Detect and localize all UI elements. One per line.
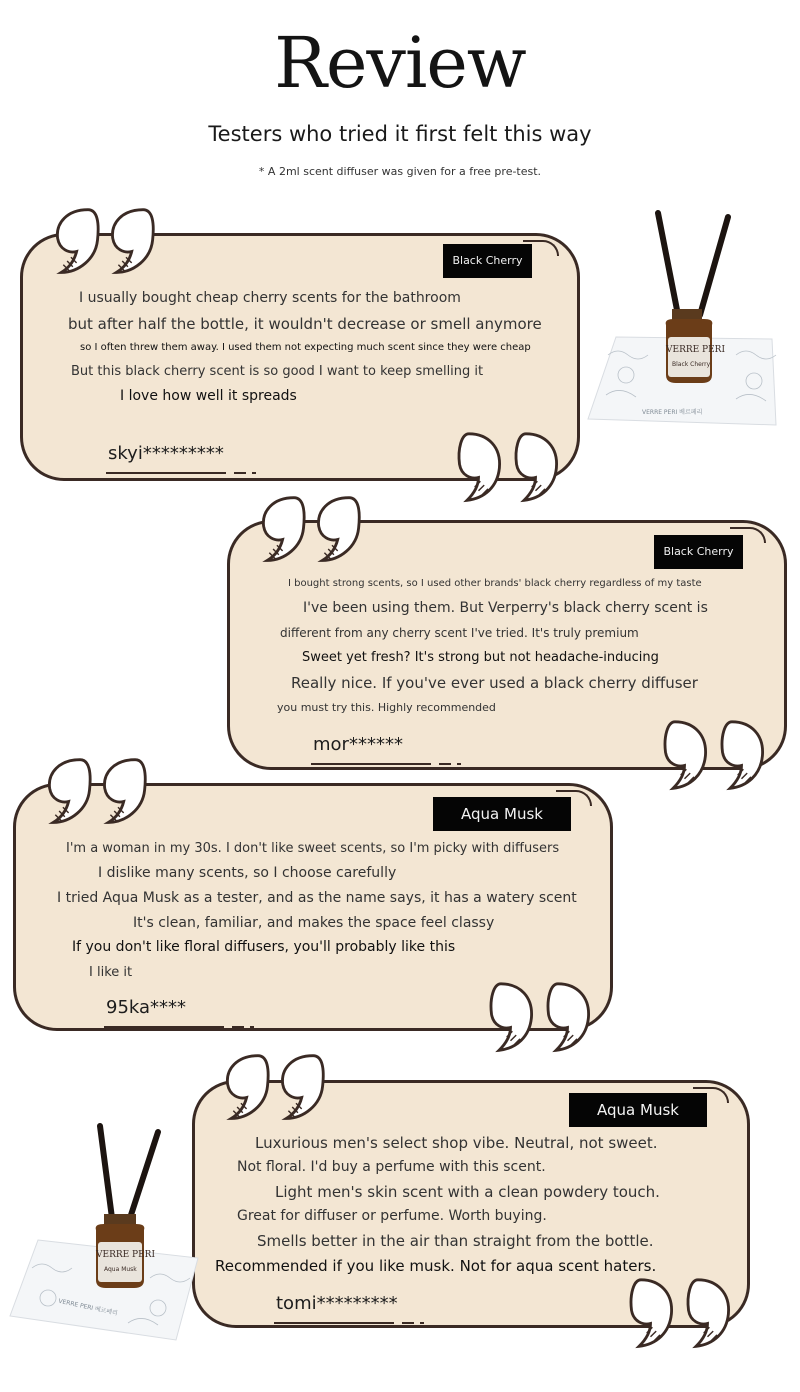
review-line: Really nice. If you've ever used a black cherry diffuser	[291, 674, 698, 692]
product-card-text: VERRE PERI 베르페리	[57, 1297, 119, 1318]
review-line: I dislike many scents, so I choose carefully	[98, 865, 397, 881]
review-line: But this black cherry scent is so good I want to keep smelling it	[71, 364, 484, 379]
page-title: Review	[274, 22, 526, 104]
review-line: but after half the bottle, it wouldn't decrease or smell anymore	[68, 315, 542, 333]
review-line: I bought strong scents, so I used other brands' black cherry regardless of my taste	[288, 578, 702, 589]
page-subtitle: Testers who tried it first felt this way	[208, 122, 592, 146]
review-line: I love how well it spreads	[120, 388, 297, 404]
product-brand: VERRE PERI	[96, 1250, 156, 1260]
product-label: Black Cherry	[672, 361, 711, 368]
review-line: different from any cherry scent I've tried. It's truly premium	[280, 626, 639, 640]
review-line: Luxurious men's select shop vibe. Neutral, not sweet.	[255, 1134, 658, 1152]
review-line: It's clean, familiar, and makes the space feel classy	[133, 915, 495, 931]
scent-tag: Aqua Musk	[569, 1093, 707, 1127]
open-quote-icon	[48, 204, 166, 280]
review-line: If you don't like floral diffusers, you'll probably like this	[72, 939, 456, 955]
scent-tag: Black Cherry	[443, 244, 532, 278]
review-line: you must try this. Highly recommended	[277, 701, 496, 714]
open-quote-icon	[40, 754, 158, 830]
reviewer-name: tomi*********	[276, 1293, 398, 1320]
review-line: I usually bought cheap cherry scents for the bathroom	[79, 290, 461, 306]
review-line: Great for diffuser or perfume. Worth buying.	[237, 1208, 547, 1224]
review-line: I tried Aqua Musk as a tester, and as the name says, it has a watery scent	[57, 890, 577, 906]
review-line: so I often threw them away. I used them not expecting much scent since they were cheap	[80, 342, 531, 353]
product-label: Aqua Musk	[104, 1266, 137, 1273]
review-line: Sweet yet fresh? It's strong but not headache-inducing	[302, 650, 659, 665]
product-card-text: VERRE PERI 베르페리	[642, 409, 703, 416]
review-line: I'm a woman in my 30s. I don't like sweet scents, so I'm picky with diffusers	[66, 841, 560, 856]
close-quote-icon	[654, 718, 772, 794]
close-quote-icon	[620, 1276, 738, 1352]
reviewer-name: mor******	[313, 734, 403, 761]
review-line: I've been using them. But Verperry's black cherry scent is	[303, 600, 708, 616]
reviewer-name: 95ka****	[106, 997, 186, 1024]
review-line: Smells better in the air than straight from the bottle.	[257, 1232, 654, 1250]
close-quote-icon	[480, 980, 598, 1056]
scent-tag: Aqua Musk	[433, 797, 571, 831]
reviewer-name: skyi*********	[108, 443, 224, 470]
product-image-aqua-musk	[8, 1118, 208, 1346]
product-image-black-cherry	[586, 205, 782, 430]
scent-tag: Black Cherry	[654, 535, 743, 569]
review-line: I like it	[89, 965, 133, 980]
close-quote-icon	[448, 430, 566, 506]
product-brand: VERRE PERI	[666, 345, 726, 355]
open-quote-icon	[254, 492, 372, 568]
review-line: Recommended if you like musk. Not for aqua scent haters.	[215, 1257, 657, 1275]
open-quote-icon	[218, 1050, 336, 1126]
test-note: * A 2ml scent diffuser was given for a free pre-test.	[258, 165, 542, 178]
review-line: Not floral. I'd buy a perfume with this scent.	[237, 1159, 546, 1175]
review-line: Light men's skin scent with a clean powdery touch.	[275, 1183, 660, 1201]
